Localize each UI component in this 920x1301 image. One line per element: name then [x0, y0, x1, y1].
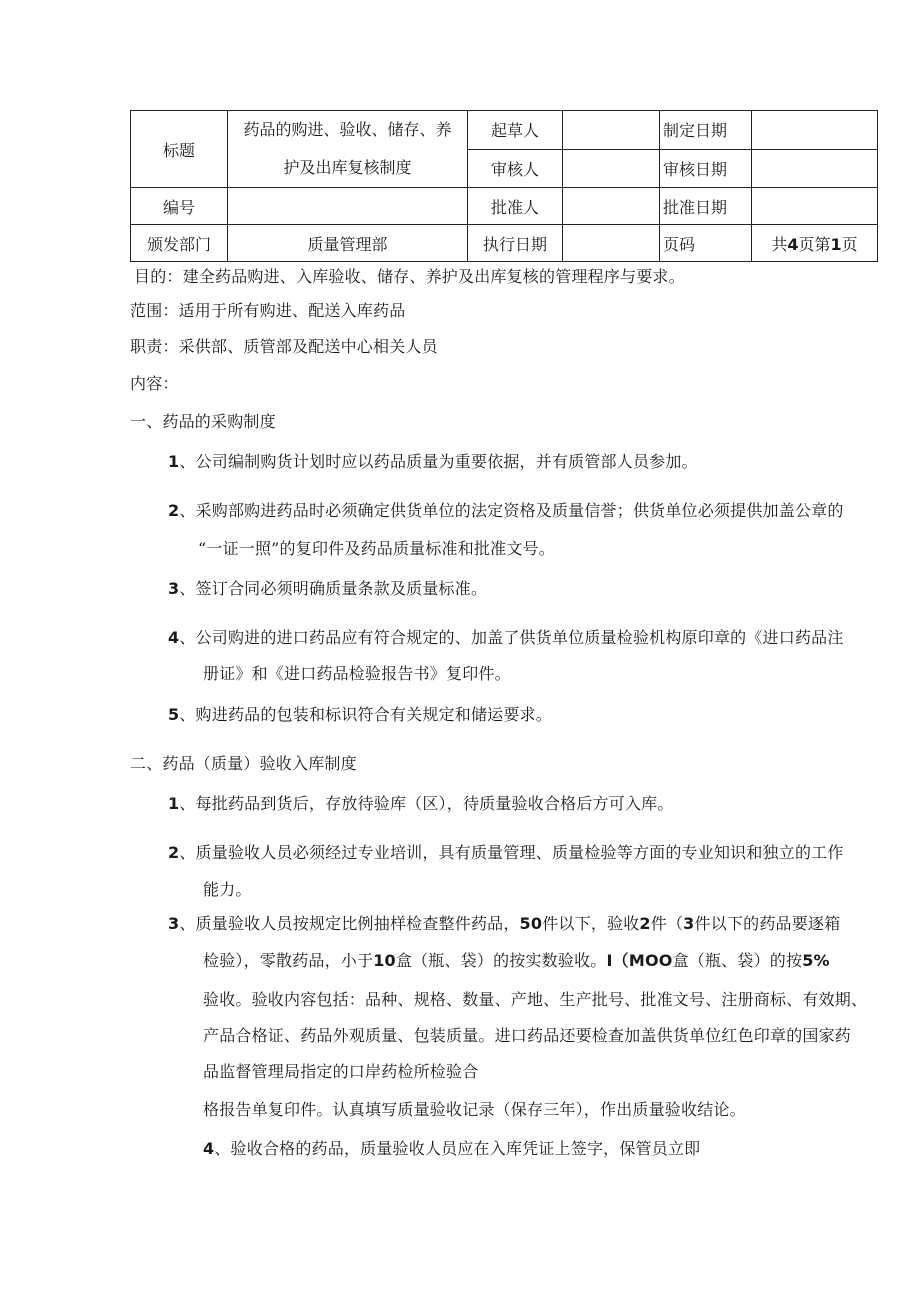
s2-item-3-text-b1: 检验），零散药品，小于 [203, 951, 374, 970]
review-date-label: 审核日期 [660, 149, 752, 188]
s2-item-3-line-d: 产品合格证、药品外观质量、包装质量。进口药品还要检查加盖供货单位红色印章的国家药 [203, 1026, 852, 1045]
s2-item-3-line-b [203, 948, 830, 971]
s1-item-3-text: 、签订合同必须明确质量条款及质量标准。 [179, 579, 488, 598]
approve-date-label: 批准日期 [660, 188, 752, 225]
s1-item-4-text-a: 、公司购进的进口药品应有符合规定的、加盖了供货单位质量检验机构原印章的《进口药品注 [179, 628, 844, 647]
s2-item-3-text-b2: 盒（瓶、袋）的按实数验收。 [395, 951, 607, 970]
s2-item-3-bold-a1: 50 [519, 914, 543, 933]
s1-item-2-text-a: 、采购部购进药品时必须确定供货单位的法定资格及质量信誉；供货单位必须提供加盖公章的 [179, 501, 844, 520]
s2-item-3-bold-b2: I（MOO [606, 951, 673, 970]
s2-item-3-num: 3 [168, 914, 180, 933]
dept-value: 质量管理部 [228, 225, 468, 262]
duty-line: 职责：采供部、质管部及配送中心相关人员 [130, 337, 438, 356]
s2-item-3-bold-b1: 10 [373, 951, 396, 970]
s2-item-3-text-b3: 盒（瓶、袋）的按 [672, 951, 803, 970]
s2-item-2 [168, 840, 844, 863]
section-1-title: 一、药品的采购制度 [130, 412, 276, 431]
s1-item-5-text: 、购进药品的包装和标识符合有关规定和储运要求。 [179, 705, 552, 724]
page-value [752, 225, 878, 262]
s2-item-3-text-a2: 件以下，验收 [542, 914, 640, 933]
exec-date-label: 执行日期 [468, 225, 563, 262]
title-value-line-2: 护及出库复核制度 [283, 158, 412, 177]
s1-item-2-num: 2 [168, 501, 180, 520]
page-current: 1 [830, 234, 842, 254]
document-header-table [130, 110, 878, 262]
s2-item-3-text-a1: 、质量验收人员按规定比例抽样检查整件药品， [179, 914, 520, 933]
s2-item-3-line-f: 格报告单复印件。认真填写质量验收记录（保存三年），作出质量验收结论。 [203, 1100, 746, 1119]
reviewer-label: 审核人 [468, 149, 563, 188]
page-suffix: 页 [841, 234, 858, 254]
s1-item-1-num: 1 [168, 452, 180, 471]
s1-item-4 [168, 625, 844, 648]
section-2-title: 二、药品（质量）验收入库制度 [130, 754, 357, 773]
page-prefix: 共 [771, 234, 788, 254]
s2-item-3-bold-b3: 5% [802, 951, 830, 970]
s1-item-2-cont: “一证一照”的复印件及药品质量标准和批准文号。 [198, 539, 555, 558]
title-value [228, 111, 468, 188]
s1-item-4-num: 4 [168, 628, 180, 647]
s2-item-3-text-a3: 件（ [650, 914, 684, 933]
s1-item-1 [168, 449, 698, 472]
code-label: 编号 [131, 188, 228, 225]
content-label: 内容： [130, 374, 179, 393]
title-label: 标题 [131, 111, 228, 188]
s2-item-2-cont: 能力。 [203, 880, 252, 899]
s2-item-2-num: 2 [168, 843, 180, 862]
s2-item-4 [203, 1136, 700, 1159]
s1-item-2 [168, 498, 844, 521]
s2-item-3-text-a4: 件以下的药品要逐箱 [694, 914, 841, 933]
s1-item-3-num: 3 [168, 579, 180, 598]
dept-label: 颁发部门 [131, 225, 228, 262]
code-value [228, 188, 468, 225]
s2-item-3-bold-a3: 3 [683, 914, 695, 933]
purpose-line: 目的：建全药品购进、入库验收、储存、养护及出库复核的管理程序与要求。 [134, 267, 685, 286]
s1-item-3 [168, 576, 487, 599]
reviewer-value [563, 149, 660, 188]
page-label: 页码 [660, 225, 752, 262]
title-value-line-1: 药品的购进、验收、储存、养 [243, 120, 452, 139]
s2-item-3 [168, 911, 840, 934]
s2-item-1 [168, 791, 674, 814]
s2-item-3-line-e: 品监督管理局指定的口岸药检所检验合 [203, 1062, 479, 1081]
s2-item-4-num: 4 [203, 1139, 215, 1158]
draft-date-label: 制定日期 [660, 111, 752, 150]
draft-date-value [752, 111, 878, 150]
s2-item-1-num: 1 [168, 794, 180, 813]
scope-line: 范围：适用于所有购进、配送入库药品 [130, 301, 406, 320]
approver-value [563, 188, 660, 225]
exec-date-value [563, 225, 660, 262]
s2-item-4-text: 、验收合格的药品，质量验收人员应在入库凭证上签字，保管员立即 [214, 1139, 701, 1158]
review-date-value [752, 149, 878, 188]
drafter-value [563, 111, 660, 150]
s2-item-3-line-c: 验收。验收内容包括：品种、规格、数量、产地、生产批号、批准文号、注册商标、有效期、 [203, 990, 868, 1009]
approver-label: 批准人 [468, 188, 563, 225]
s2-item-1-text: 、每批药品到货后，存放待验库（区），待质量验收合格后方可入库。 [179, 794, 674, 813]
s1-item-1-text: 、公司编制购货计划时应以药品质量为重要依据，并有质管部人员参加。 [179, 452, 698, 471]
s1-item-4-cont: 册证》和《进口药品检验报告书》复印件。 [203, 664, 511, 683]
page-total: 4 [787, 234, 799, 254]
s2-item-3-bold-a2: 2 [639, 914, 651, 933]
drafter-label: 起草人 [468, 111, 563, 150]
approve-date-value [752, 188, 878, 225]
s1-item-5 [168, 702, 552, 725]
s1-item-5-num: 5 [168, 705, 180, 724]
page-mid: 页第 [798, 234, 831, 254]
s2-item-2-text-a: 、质量验收人员必须经过专业培训，具有质量管理、质量检验等方面的专业知识和独立的工作 [179, 843, 844, 862]
